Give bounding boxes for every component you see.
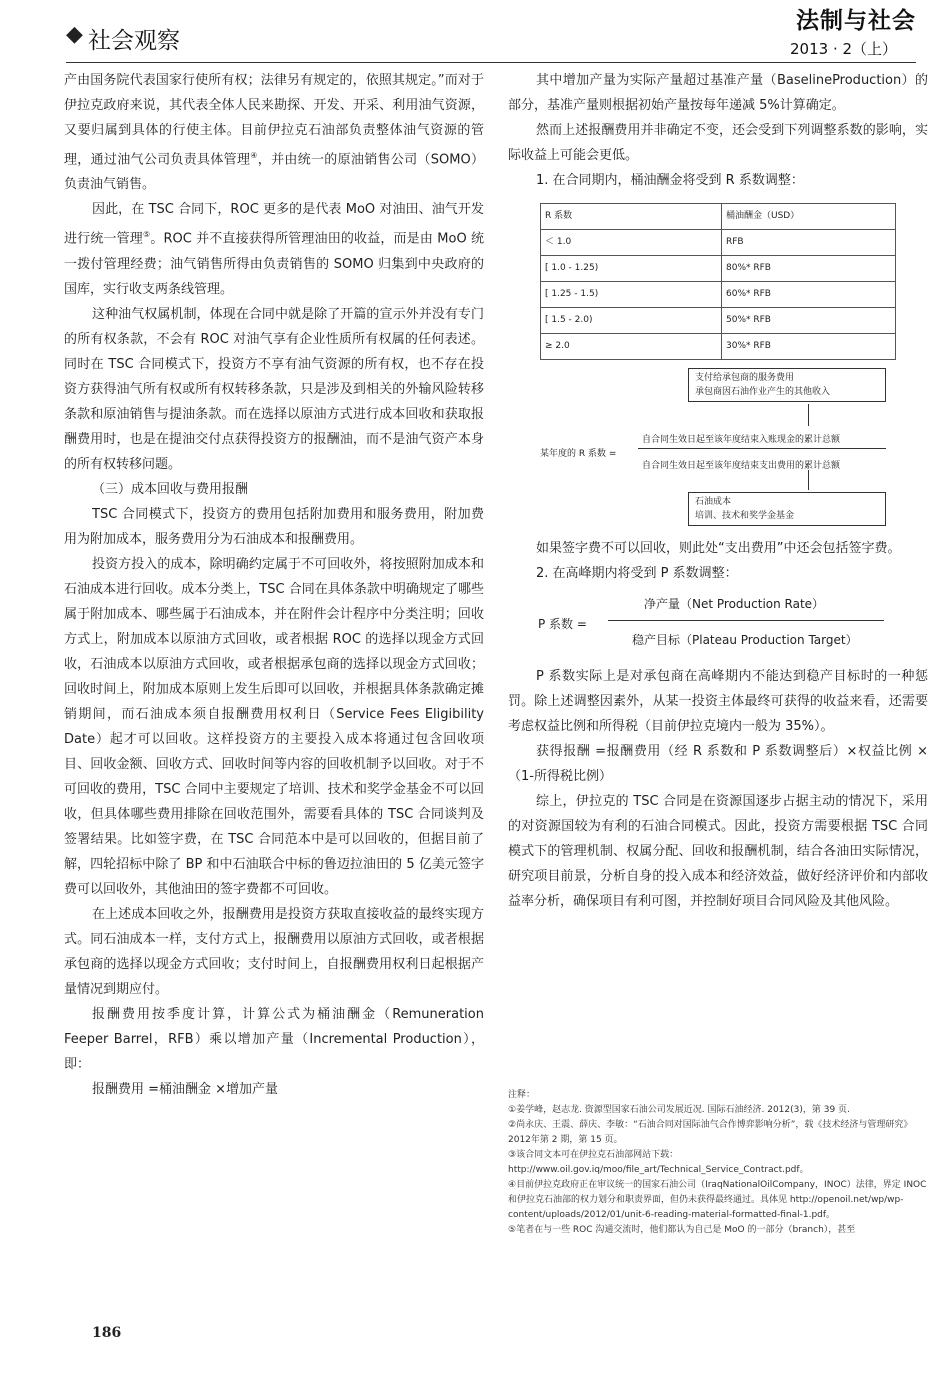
footnote-ref: ⑤ bbox=[142, 230, 151, 240]
down-arrow-icon bbox=[808, 404, 809, 426]
table-row bbox=[541, 334, 896, 360]
formula-line: 报酬费用 =桶油酬金 ×增加产量 bbox=[92, 1081, 279, 1097]
footnotes bbox=[508, 1088, 928, 1238]
magazine-title: 法制与社会 bbox=[796, 7, 916, 34]
paragraph: TSC 合同模式下，投资方的费用包括附加费用和服务费用，附加费用为附加成本，服务费用分为石油成本和报酬费用。 bbox=[64, 506, 484, 547]
formula-lhs: 某年度的 R 系数 = bbox=[540, 449, 617, 459]
left-column bbox=[64, 68, 484, 1102]
fraction-bar bbox=[638, 448, 886, 449]
page-number: 186 bbox=[92, 1325, 122, 1341]
formula-denominator: 自合同生效日起至该年度结束支出费用的累计总额 bbox=[642, 461, 841, 471]
paragraph: 这种油气权属机制，体现在合同中就是除了开篇的宣示外并没有专门的所有权条款，不会有 ROC 对油气享有企业性质所有权属的任何表述。同时在 TSC 合同模式下，投资方不享有油气资源的所有权，也不存在投资方获得油气所有权或所有权转移条款，只是涉及到相关的外输风险转移条款和原油销售与提油条款。而在选择以原油方式进行成本回收和获取报酬费用时，也是在提油交付点获得投资方的报酬油，而不是油气资产本身的所有权转移问题。 bbox=[64, 306, 484, 472]
table-cell: 30%* RFB bbox=[722, 334, 896, 360]
formula-numerator: 净产量（Net Production Rate） bbox=[644, 597, 825, 611]
formula-top-box: 支付给承包商的服务费用 承包商因石油作业产生的其他收入 bbox=[688, 368, 886, 402]
table-cell: [ 1.0 - 1.25) bbox=[541, 256, 722, 282]
table-row bbox=[541, 256, 896, 282]
header-rule bbox=[66, 62, 766, 63]
paragraph: P 系数实际上是对承包商在高峰期内不能达到稳产目标时的一种惩罚。除上述调整因素外，从某一投资主体最终可获得的收益来看，还需要考虑权益比例和所得税（目前伊拉克境内一般为 35%）。 bbox=[508, 669, 928, 734]
formula-numerator: 自合同生效日起至该年度结束入账现金的累计总额 bbox=[642, 435, 841, 445]
table-cell: 60%* RFB bbox=[722, 282, 896, 308]
section-title: 社会观察 bbox=[88, 28, 180, 54]
table-cell: ≥ 2.0 bbox=[541, 334, 722, 360]
paragraph: 报酬费用按季度计算，计算公式为桶油酬金（Remuneration Feeper Barrel，RFB）乘以增加产量（Incremental Production），即： bbox=[64, 1006, 484, 1072]
formula-denominator: 稳产目标（Plateau Production Target） bbox=[632, 633, 858, 647]
footnote: ①姜学峰，赵志龙. 资源型国家石油公司发展近况. 国际石油经济. 2012(3)，第 39 页. bbox=[508, 1105, 850, 1115]
paragraph: 在上述成本回收之外，报酬费用是投资方获取直接收益的最终实现方式。同石油成本一样，支付方式上，报酬费用以原油方式回收，或者根据承包商的选择以现金方式回收；支付时间上，自报酬费用权利日起根据产量情况到期应付。 bbox=[64, 906, 484, 997]
footnote-ref: ④ bbox=[250, 151, 258, 160]
paragraph: 如果签字费不可以回收，则此处“支出费用”中还会包括签字费。 bbox=[536, 541, 901, 556]
footnote: ⑤笔者在与一些 ROC 沟通交流时，他们都认为自己是 MoO 的一部分（branch），甚至 bbox=[508, 1225, 856, 1235]
subsection-heading: （三）成本回收与费用报酬 bbox=[92, 481, 249, 497]
paragraph: 产由国务院代表国家行使所有权；法律另有规定的，依照其规定。”而对于伊拉克政府来说，其代表全体人民来勘探、开发、开采、利用油气资源，又要归属到具体的行使主体。目前伊拉克石油部负责整体油气资源的管理，通过油气公司负责具体管理④，并由统一的原油销售公司（SOMO）负责油气销售。 bbox=[64, 73, 484, 193]
paragraph: 其中增加产量为实际产量超过基准产量（BaselineProduction）的部分，基准产量则根据初始产量按每年递减 5%计算确定。 bbox=[508, 73, 928, 113]
table-row bbox=[541, 282, 896, 308]
table-header-cell: R 系数 bbox=[541, 204, 722, 230]
up-arrow-icon bbox=[808, 470, 809, 490]
table-header-row bbox=[541, 204, 896, 230]
formula-bottom-box: 石油成本 培训、技术和奖学金基金 bbox=[688, 492, 886, 526]
table-row bbox=[541, 230, 896, 256]
footnotes-heading: 注释： bbox=[508, 1090, 536, 1100]
paragraph: 然而上述报酬费用并非确定不变，还会受到下列调整系数的影响，实际收益上可能会更低。 bbox=[508, 123, 928, 163]
paragraph: 2. 在高峰期内将受到 P 系数调整： bbox=[536, 566, 738, 581]
r-coefficient-table bbox=[540, 203, 896, 360]
paragraph: 综上，伊拉克的 TSC 合同是在资源国逐步占据主动的情况下，采用的对资源国较为有利的石油合同模式。因此，投资方需要根据 TSC 合同模式下的管理机制、权属分配、回收和报酬机制，结合各油田实际情况，研究项目前景，分析自身的投入成本和经济效益，做好经济评价和内部收益率分析，确保项目有利可图，并控制好项目合同风险及其他风险。 bbox=[508, 794, 928, 909]
table-row bbox=[541, 308, 896, 334]
table-header-cell: 桶油酬金（USD） bbox=[722, 204, 896, 230]
fraction-bar bbox=[608, 620, 884, 621]
table-cell: [ 1.25 - 1.5) bbox=[541, 282, 722, 308]
issue-label: 2013 · 2（上） bbox=[790, 40, 898, 58]
table-cell: ＜ 1.0 bbox=[541, 230, 722, 256]
formula-lhs: P 系数 = bbox=[538, 617, 587, 631]
formula-line: 获得报酬 =报酬费用（经 R 系数和 P 系数调整后）×权益比例 ×（1-所得税比例） bbox=[508, 744, 928, 784]
table-cell: [ 1.5 - 2.0) bbox=[541, 308, 722, 334]
table-cell: 50%* RFB bbox=[722, 308, 896, 334]
paragraph: 投资方投入的成本，除明确约定属于不可回收外，将按照附加成本和石油成本进行回收。成本分类上，TSC 合同在具体条款中明确规定了哪些属于附加成本、哪些属于石油成本，并在附件会计程序中分类注明；回收方式上，附加成本以原油方式回收，或者根据 ROC 的选择以现金方式回收，石油成本以原油方式回收，或者根据承包商的选择以现金方式回收；回收时间上，附加成本原则上发生后即可以回收，并根据具体条款确定摊销期间，而石油成本须自报酬费用权利日（Service Fees Eligibility Date）起才可以回收。这样投资方的主要投入成本将通过包含回收项目、回收金额、回收方式、回收时间等内容的回收机制予以回收。对于不可回收的费用，TSC 合同中主要规定了培训、技术和奖学金基金不可以回收，但具体哪些费用排除在回收范围外，需要看具体的 TSC 合同谈判及签署结果。比如签字费，在 TSC 合同范本中是可以回收的，但据目前了解，四轮招标中除了 BP 和中石油联合中标的鲁迈拉油田的 5 亿美元签字费可以回收外，其他油田的签字费都不可回收。 bbox=[64, 556, 484, 897]
footnote: ③该合同文本可在伊拉克石油部网站下载：http://www.oil.gov.iq/moo/file_art/Technical_Service_Contract.pdf。 bbox=[508, 1150, 809, 1175]
right-column bbox=[508, 68, 928, 914]
footnote: ④目前伊拉克政府正在审议统一的国家石油公司（IraqNationalOilCompany，INOC）法律，界定 INOC 和伊拉克石油部的权力划分和职责界面，但仍未获得最终通过。具体见 http://openoil.net/wp/wp-content/uploads/2012/01/unit-6-reading-material-formatted-final-1.pdf。 bbox=[508, 1180, 927, 1220]
r-coefficient-formula bbox=[508, 368, 928, 536]
paragraph: 1. 在合同期内，桶油酬金将受到 R 系数调整： bbox=[536, 173, 804, 188]
p-coefficient-formula bbox=[508, 590, 928, 656]
paragraph: 因此，在 TSC 合同下，ROC 更多的是代表 MoO 对油田、油气开发进行统一管理⑤。ROC 并不直接获得所管理油田的收益，而是由 MoO 统一拨付管理经费；油气销售所得由负责销售的 SOMO 归集到中央政府的国库，实行收支两条线管理。 bbox=[64, 202, 484, 297]
table-cell: RFB bbox=[722, 230, 896, 256]
header-rule-step bbox=[766, 38, 916, 63]
table-cell: 80%* RFB bbox=[722, 256, 896, 282]
footnote: ②尚永庆、王震、薛庆、李敏：“石油合同对国际油气合作博弈影响分析”，载《技术经济与管理研究》2012年第 2 期，第 15 页。 bbox=[508, 1120, 913, 1145]
section-marker: ◆ bbox=[66, 22, 83, 47]
